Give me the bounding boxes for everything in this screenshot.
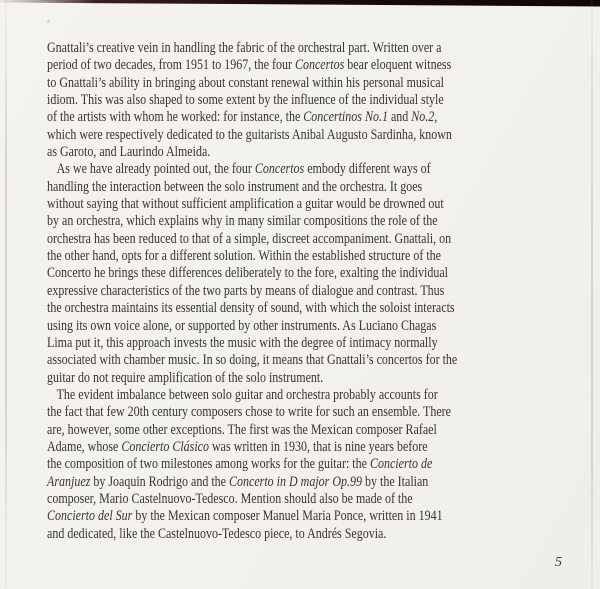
text-segment: period of two decades, from 1951 to 1967, the four [47, 57, 295, 74]
text-segment: Gnattali’s creative vein in handling the fabric of the orchestral part. Written over a [47, 40, 442, 56]
text-line [47, 508, 559, 525]
text-line [47, 196, 559, 213]
text-line [47, 352, 559, 369]
text-segment: The evident imbalance between solo guitar and orchestra probably accounts for [56, 386, 438, 403]
scan-crease-left [5, 0, 7, 589]
text-segment: composer, Mario Castelnuovo-Tedesco. Mention should also be made of the [47, 490, 413, 507]
text-segment: without saying that without sufficient amplification a guitar would be drowned out [47, 196, 444, 213]
text-line [47, 213, 559, 230]
text-line [47, 248, 559, 265]
italic-text-segment: Concertinos No.1 [303, 109, 388, 126]
text-line [47, 387, 559, 404]
text-line [47, 422, 559, 439]
text-segment: associated with chamber music. In so doing, it means that Gnattali’s concertos for the [47, 352, 458, 369]
scan-crease-right [591, 0, 593, 589]
text-segment: by an orchestra, which explains why in many similar compositions the role of the [47, 213, 438, 230]
page-number: 5 [555, 555, 562, 570]
text-line [47, 109, 559, 126]
text-segment: expressive characteristics of the two parts by means of dialogue and contrast. Thus [47, 282, 445, 299]
text-segment: by Joaquin Rodrigo and the [90, 473, 230, 490]
text-segment: the other hand, opts for a different solution. Within the established structure of the [47, 248, 441, 265]
text-line [47, 370, 559, 387]
italic-text-segment: Concierto Clásico [121, 438, 209, 455]
text-segment: and dedicated, like the Castelnuovo-Tedesco piece, to Andrés Segovia. [47, 525, 387, 542]
text-line [47, 161, 559, 178]
text-line [47, 439, 559, 456]
italic-text-segment: Concertos [254, 161, 305, 178]
italic-text-segment: Concierto del Sur [47, 508, 133, 525]
text-segment: guitar do not require amplification of the solo instrument. [47, 369, 324, 386]
text-line [47, 40, 559, 57]
text-line [47, 57, 559, 74]
italic-text-segment: Concierto de [369, 456, 433, 473]
text-segment: embody different ways of [304, 161, 431, 178]
text-line [47, 179, 559, 196]
text-line [47, 335, 559, 352]
scan-speck [47, 20, 50, 23]
italic-text-segment: Concerto in D major Op.99 [229, 473, 362, 490]
text-segment: handling the interaction between the solo instrument and the orchestra. It goes [47, 178, 423, 195]
text-segment: are, however, some other exceptions. The first was the Mexican composer Rafael [47, 421, 437, 438]
text-segment: orchestra has been reduced to that of a simple, discreet accompaniment. Gnattali, on [47, 230, 452, 247]
text-segment: using its own voice alone, or supported by other instruments. As Luciano Chagas [47, 317, 437, 334]
text-line [47, 456, 559, 473]
text-segment: As we have already pointed out, the four [56, 161, 255, 178]
text-segment: , [434, 109, 438, 126]
text-line [47, 127, 559, 144]
text-segment: Adame, whose [47, 438, 122, 455]
text-line [47, 144, 559, 161]
text-line [47, 491, 559, 508]
text-segment: the composition of two milestones among works for the guitar: the [47, 456, 370, 473]
text-segment: by the Italian [362, 473, 429, 490]
text-segment: the fact that few 20th century composers chose to write for such an ensemble. There [47, 404, 451, 421]
italic-text-segment: Aranjuez [47, 473, 91, 490]
text-segment: the orchestra maintains its essential density of sound, with which the soloist interacts [47, 300, 455, 317]
text-segment: Lima put it, this approach invests the music with the degree of intimacy normally [47, 334, 438, 351]
body-text [47, 40, 559, 543]
text-line [47, 318, 559, 335]
text-segment: and [387, 109, 412, 126]
text-line [47, 283, 559, 300]
italic-text-segment: Concertos [294, 57, 345, 74]
text-line [47, 404, 559, 421]
text-segment: by the Mexican composer Manuel Maria Ponce, written in 1941 [132, 508, 443, 525]
text-line [47, 474, 559, 491]
text-segment: of the artists with whom he worked: for instance, the [47, 109, 304, 126]
text-line [47, 526, 559, 543]
text-segment: to Gnattali’s ability in bringing about constant renewal within his personal musical [47, 74, 444, 91]
text-line [47, 92, 559, 109]
text-line [47, 75, 559, 92]
text-line [47, 231, 559, 248]
text-segment: which were respectively dedicated to the guitarists Anibal Augusto Sardinha, known [47, 126, 452, 143]
italic-text-segment: No.2 [411, 109, 435, 126]
text-line [47, 300, 559, 317]
text-segment: bear eloquent witness [344, 57, 452, 74]
text-segment: Concerto he brings these differences deliberately to the fore, exalting the individual [47, 265, 448, 282]
text-line [47, 265, 559, 282]
scan-edge-artifact-top [0, 0, 600, 7]
text-segment: was written in 1930, that is nine years before [208, 438, 428, 455]
text-segment: idiom. This was also shaped to some extent by the influence of the individual style [47, 92, 444, 109]
text-segment: as Garoto, and Laurindo Almeida. [47, 144, 211, 161]
